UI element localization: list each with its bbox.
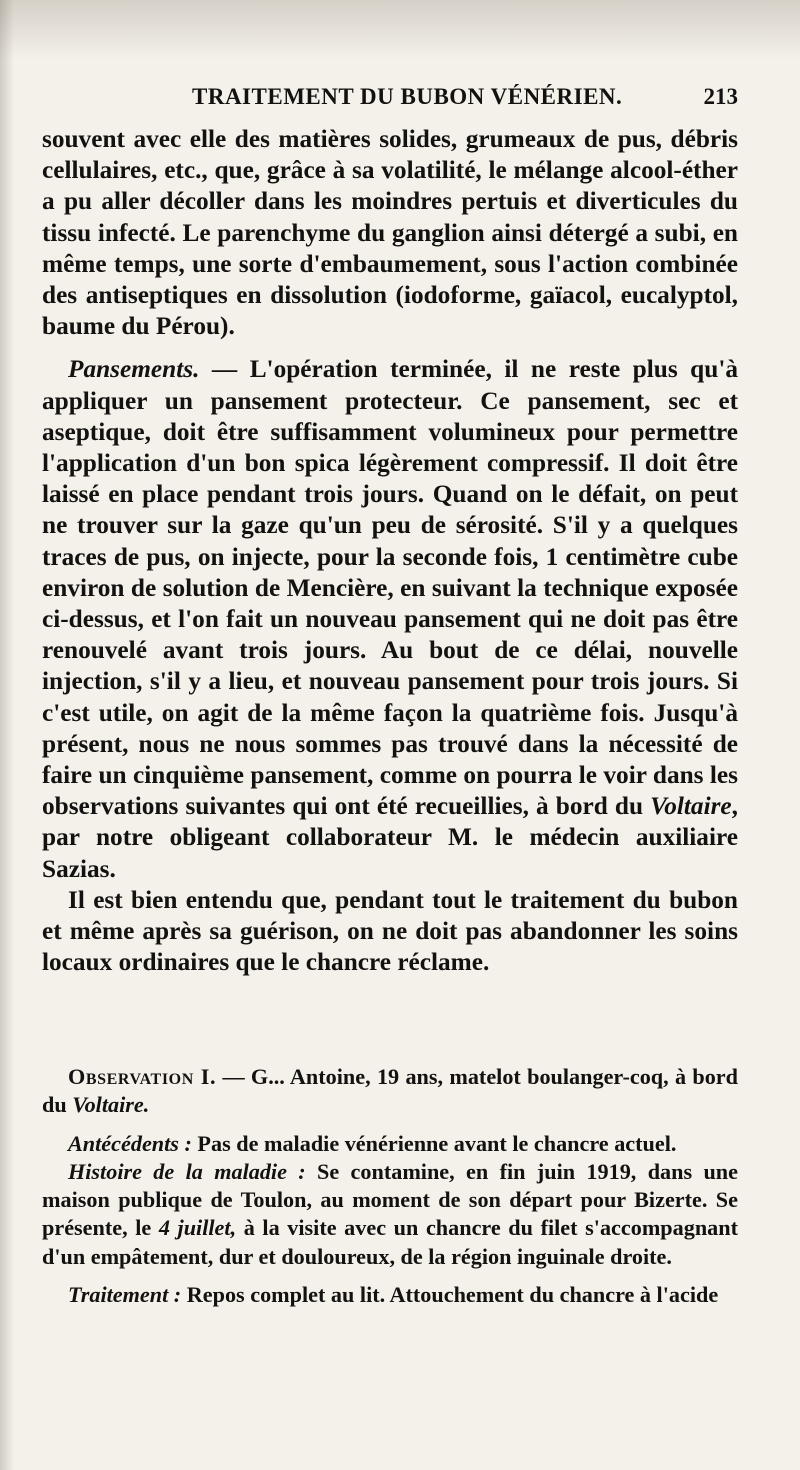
history-label: Histoire de la maladie : bbox=[68, 1158, 306, 1184]
antecedents bbox=[42, 1130, 738, 1158]
history-text-b: à la visite avec un chancre du filet s'accompagnant d'un empâtement, dur et douloureux, de la région inguinale droite. bbox=[42, 1215, 738, 1269]
history bbox=[42, 1158, 738, 1271]
paragraph-pansements-text: — L'opération terminée, il ne reste plus qu'à appliquer un pansement protecteur. Ce pansement, sec et aseptique, doit être suffisamment volumineux pour permettre l'application d'un bon spica légèrement compressif. Il doit être laissé en place pendant trois jours. Quand on le défait, on peut ne trouver sur la gaze qu'un peu de sérosité. S'il y a quelques traces de pus, on injecte, pour la seconde fois, 1 centimètre cube environ de solution de Mencière, en suivant la technique exposée ci-dessus, et l'on fait un nouveau pansement qui ne doit pas être renouvelé avant trois jours. Au bout de ce délai, nouvelle injection, s'il y a lieu, et nouveau pansement pour trois jours. Si c'est utile, on agit de la même façon la quatrième fois. Jusqu'à présent, nous ne nous sommes pas trouvé dans la nécessité de faire un cinquième pansement, comme on pourra le voir dans les observations suivantes qui ont été recueillies, à bord du bbox=[42, 355, 738, 821]
paragraph-pansements-end: , par notre obligeant collaborateur M. le médecin auxiliaire Sazias. bbox=[42, 792, 738, 883]
antecedents-text: Pas de maladie vénérienne avant le chancre actuel. bbox=[191, 1130, 677, 1156]
ship-name: Voltaire bbox=[650, 792, 732, 821]
observation-label: Observation I. bbox=[68, 1064, 217, 1089]
paragraph-gap bbox=[42, 342, 738, 354]
observation-block bbox=[42, 1063, 738, 1309]
main-text bbox=[42, 124, 738, 978]
observation-text: — G... Antoine, 19 ans, matelot boulanger-coq, à bord du bbox=[42, 1064, 738, 1118]
observation-ship: Voltaire. bbox=[72, 1092, 150, 1118]
treatment-text: Repos complet au lit. Attouchement du chancre à l'acide bbox=[181, 1282, 719, 1308]
observation-gap-2 bbox=[42, 1271, 738, 1281]
antecedents-label: Antécédents : bbox=[68, 1130, 192, 1156]
paragraph-3: Il est bien entendu que, pendant tout le traitement du bubon et même après sa guérison, on ne doit pas abandonner les soins locaux ordinaires que le chancre réclame. bbox=[42, 885, 738, 977]
treatment-label: Traitement : bbox=[68, 1282, 182, 1308]
page-header bbox=[42, 84, 738, 116]
observation-heading bbox=[42, 1063, 738, 1120]
paragraph-1: souvent avec elle des matières solides, grumeaux de pus, débris cellulaires, etc., que, grâce à sa volatilité, le mélange alcool-éther a pu aller décoller dans les moindres pertuis et diverticules du tissu infecté. Le parenchyme du ganglion ainsi détergé a subi, en même temps, une sorte d'embaumement, sous l'action combinée des antiseptiques en dissolution (iodoforme, gaïacol, eucalyptol, baume du Pérou). bbox=[42, 125, 738, 341]
page-number: 213 bbox=[703, 84, 738, 109]
paragraph-pansements bbox=[42, 354, 738, 884]
observation-gap bbox=[42, 1120, 738, 1130]
history-date: 4 juillet, bbox=[158, 1215, 237, 1241]
section-label-pansements: Pansements. bbox=[68, 355, 200, 384]
running-title: TRAITEMENT DU BUBON VÉNÉRIEN. bbox=[192, 84, 623, 109]
history-text-a: Se contamine, en fin juin 1919, dans une maison publique de Toulon, au moment de son départ pour Bizerte. Se présente, le bbox=[42, 1158, 738, 1241]
treatment bbox=[42, 1281, 738, 1309]
